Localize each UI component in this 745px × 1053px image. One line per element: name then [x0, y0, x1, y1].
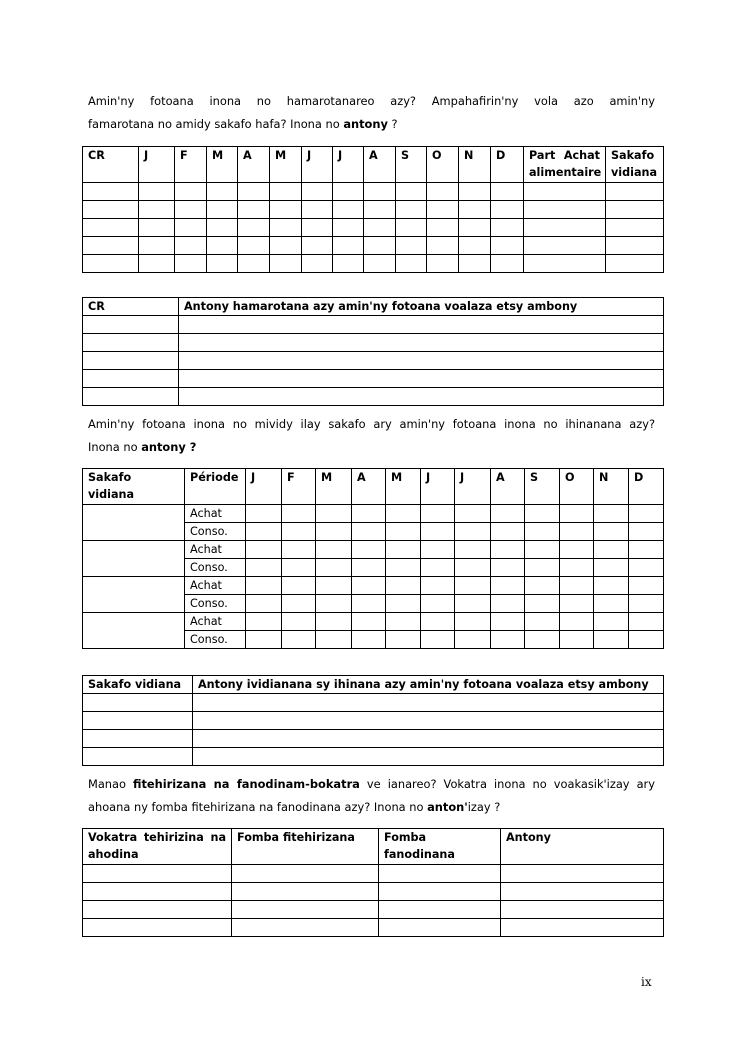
table3-header-row: [83, 469, 664, 505]
question3-line-2: [88, 796, 655, 819]
t1-col-nov: N: [459, 147, 491, 183]
question2-text-2: Inona no: [88, 440, 142, 454]
t3-col-periode: Période: [185, 469, 246, 505]
t3-period-label: Conso.: [185, 631, 246, 649]
t1-col-jul: J: [333, 147, 364, 183]
t1-col-aug: A: [364, 147, 396, 183]
t1-col-cr: CR: [83, 147, 139, 183]
table2-header-row: [83, 298, 664, 316]
t1-col-jun: J: [302, 147, 333, 183]
intro-text-2: famarotana no amidy sakafo hafa? Inona no: [88, 117, 344, 131]
t3-period-label: Achat: [185, 577, 246, 595]
t3-col-sep: S: [525, 469, 560, 505]
t3-col-oct: O: [560, 469, 594, 505]
table-row: [83, 255, 664, 273]
intro-text-1: Amin'ny fotoana inona no hamarotanareo azy? Ampahafirin'ny vola azo amin'ny: [88, 94, 655, 108]
question3-bold-2: anton': [427, 800, 468, 814]
t3-col-jul: J: [455, 469, 491, 505]
t3-col-jan: J: [246, 469, 282, 505]
table-row: [83, 730, 664, 748]
table-row: [83, 613, 664, 631]
question3-text-3: ahoana ny fomba fitehirizana na fanodinana azy? Inona no: [88, 800, 428, 814]
t3-col-nov: N: [594, 469, 629, 505]
t5-col-fitehirizana: Fomba fitehirizana: [232, 829, 379, 865]
t3-food-cell[interactable]: [83, 577, 185, 613]
t3-period-label: Achat: [185, 541, 246, 559]
table-row: [83, 541, 664, 559]
question2-bold: antony ?: [141, 440, 197, 454]
table-row: [83, 577, 664, 595]
page-number: ix: [641, 975, 652, 989]
question3-line-1: [88, 773, 655, 796]
question2-line-1: [88, 413, 655, 436]
t3-col-dec: D: [629, 469, 664, 505]
question3-text-2: ve ianareo? Vokatra inona no voakasik'izay ary: [359, 777, 655, 791]
table-row: [83, 883, 664, 901]
table-row: [83, 748, 664, 766]
t3-col-mar: M: [316, 469, 352, 505]
t3-col-may: M: [386, 469, 421, 505]
table-row: [83, 388, 664, 406]
table-purchase-consumption: [82, 468, 664, 649]
table-row: [83, 316, 664, 334]
table-row: [83, 237, 664, 255]
table-row: [83, 334, 664, 352]
t3-period-label: Achat: [185, 505, 246, 523]
t3-col-apr: A: [352, 469, 386, 505]
t1-col-sep: S: [396, 147, 427, 183]
question3-text-4: izay ?: [467, 800, 501, 814]
table-row: [83, 901, 664, 919]
t1-col-may: M: [270, 147, 302, 183]
t3-col-jun: J: [421, 469, 455, 505]
t3-col-feb: F: [282, 469, 316, 505]
table-row: [83, 201, 664, 219]
t5-col-vokatra: Vokatra tehirizina na ahodina: [83, 829, 232, 865]
t3-col-aug: A: [491, 469, 525, 505]
t3-food-cell[interactable]: [83, 613, 185, 649]
table1-header-row: [83, 147, 664, 183]
table-row: [83, 694, 664, 712]
t1-col-dec: D: [491, 147, 524, 183]
t3-food-cell[interactable]: [83, 505, 185, 541]
table-row: [83, 370, 664, 388]
t2-col-cr: CR: [83, 298, 179, 316]
table-purchase-reasons: [82, 675, 664, 766]
t5-col-fanodinana: Fomba fanodinana: [379, 829, 501, 865]
t1-col-apr: A: [238, 147, 270, 183]
table4-header-row: [83, 676, 664, 694]
t1-col-oct: O: [427, 147, 459, 183]
t1-col-part-achat: Part Achat alimentaire: [524, 147, 606, 183]
intro-bold-antony: antony: [343, 117, 388, 131]
question3-bold-1: fitehirizana na fanodinam-bokatra: [133, 777, 360, 791]
t4-col-sakafo-vidiana: Sakafo vidiana: [83, 676, 193, 694]
t1-col-sakafo-vidiana: Sakafo vidiana: [606, 147, 664, 183]
t1-col-jan: J: [139, 147, 175, 183]
table-storage-processing: [82, 828, 664, 937]
t1-col-mar: M: [207, 147, 238, 183]
table-row: [83, 865, 664, 883]
t3-period-label: Conso.: [185, 559, 246, 577]
table-row: [83, 183, 664, 201]
table-sale-reasons: [82, 297, 664, 406]
question3-text-1: Manao: [88, 777, 134, 791]
question2-line-2: [88, 436, 655, 459]
table-row: [83, 505, 664, 523]
t3-period-label: Conso.: [185, 523, 246, 541]
intro-text-3: ?: [387, 117, 398, 131]
t3-food-cell[interactable]: [83, 541, 185, 577]
table-monthly-sales: [82, 146, 664, 273]
t4-col-antony: Antony ividianana sy ihinana azy amin'ny fotoana voalaza etsy ambony: [193, 676, 664, 694]
t3-period-label: Conso.: [185, 595, 246, 613]
question2-text-1: Amin'ny fotoana inona no mividy ilay sakafo ary amin'ny fotoana inona no ihinanana azy?: [88, 417, 655, 431]
intro-line-1: [88, 90, 655, 113]
t3-period-label: Achat: [185, 613, 246, 631]
t3-col-sakafo-vidiana: Sakafo vidiana: [83, 469, 185, 505]
t2-col-antony: Antony hamarotana azy amin'ny fotoana voalaza etsy ambony: [179, 298, 664, 316]
intro-line-2: [88, 113, 655, 136]
table-row: [83, 712, 664, 730]
table-row: [83, 919, 664, 937]
table5-header-row: [83, 829, 664, 865]
t1-col-feb: F: [175, 147, 207, 183]
table-row: [83, 219, 664, 237]
table-row: [83, 352, 664, 370]
t5-col-antony: Antony: [501, 829, 664, 865]
